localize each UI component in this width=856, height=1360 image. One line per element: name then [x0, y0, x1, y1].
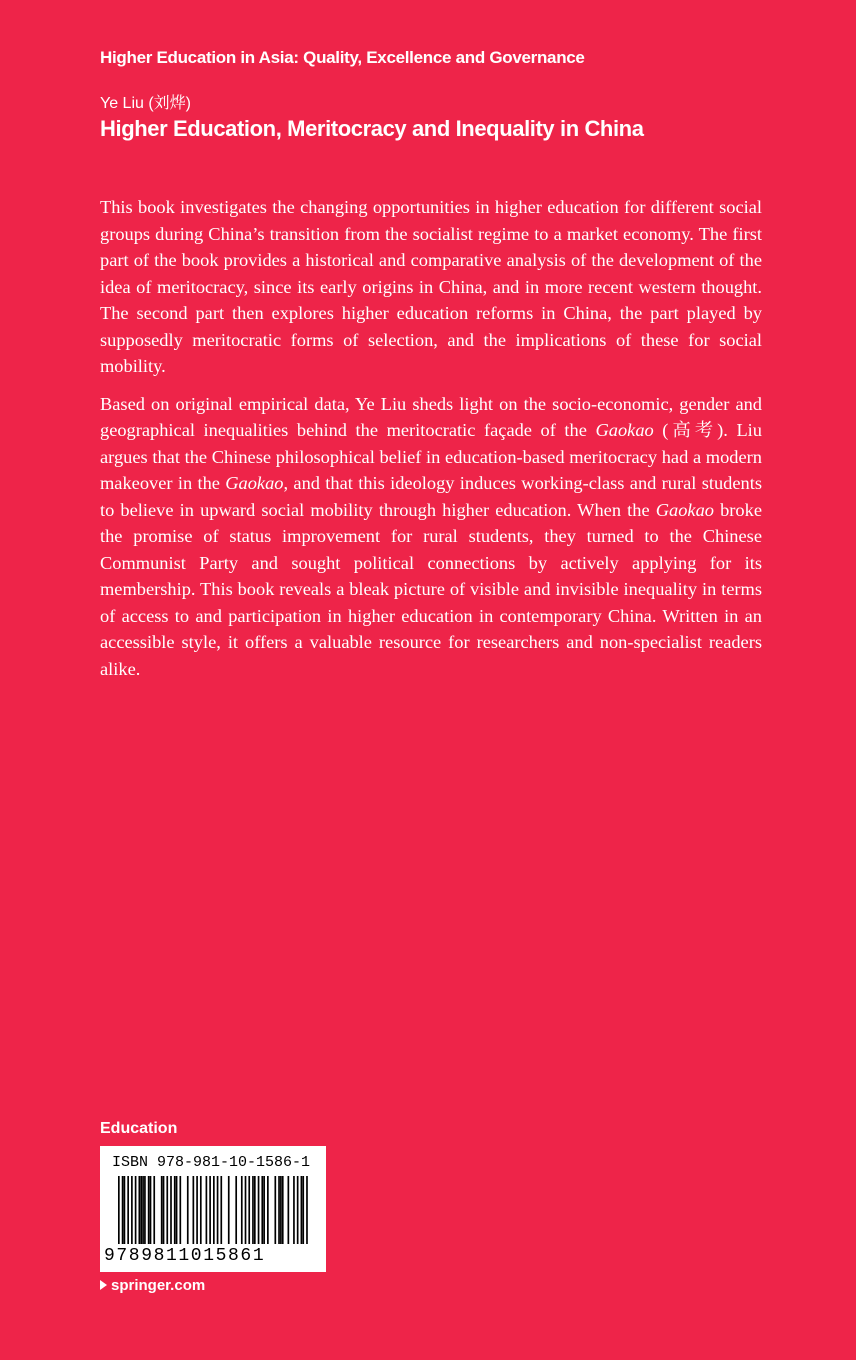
barcode-bar	[176, 1176, 178, 1244]
barcode-bar	[209, 1176, 211, 1244]
barcode-bar	[258, 1176, 260, 1244]
barcode-bar	[200, 1176, 202, 1244]
barcode-bar	[122, 1176, 124, 1244]
barcode-bar	[187, 1176, 189, 1244]
barcode-bar	[261, 1176, 263, 1244]
blurb-paragraph-1: This book investigates the changing opportunities in higher education for different social groups during China’s transition from the socialist regime to a market economy. The first part of the book provides a historical and comparative analysis of the development of the idea of meritocracy, since its early origins in China, and in more recent western thought. The second part then explores higher education reforms in China, the part played by supposedly meritocratic forms of selection, and the implications of these for social mobility.	[100, 197, 762, 376]
barcode-bar	[280, 1176, 282, 1244]
author-name: Ye Liu (刘烨)	[100, 95, 192, 112]
arrow-right-icon	[100, 1280, 107, 1290]
barcode-bar	[166, 1176, 168, 1244]
barcode-bar	[118, 1176, 120, 1244]
barcode-bar	[124, 1176, 126, 1244]
barcode-bar	[179, 1176, 181, 1244]
barcode-bar	[142, 1176, 144, 1244]
barcode-bar	[278, 1176, 280, 1244]
barcode-bar	[301, 1176, 303, 1244]
isbn-label: ISBN 978-981-10-1586-1	[112, 1154, 311, 1171]
barcode-bar	[228, 1176, 230, 1244]
gaokao-term: Gaokao	[225, 473, 284, 493]
barcode-bar	[267, 1176, 269, 1244]
barcode-bar	[297, 1176, 299, 1244]
barcode-bar	[127, 1176, 129, 1244]
blurb-paragraph-2: Based on original empirical data, Ye Liu sheds light on the socio-economic, gender and geographical inequalities behind the meritocratic façade of the Gaokao (高考). Liu argues that the Chinese philosophical belief in education-based meritocracy had a modern makeover in the Gaokao, and that this ideology induces working-class and rural students to believe in upward social mobility through higher education. When the Gaokao broke the promise of status improvement for rural students, they turned to the Chinese Communist Party and sought political connections by actively applying for its membership. This book reveals a bleak picture of visible and invisible inequality in terms of access to and participation in higher education in contemporary China. Written in an accessible style, it offers a valuable resource for researchers and non-specialist readers alike.	[100, 393, 762, 679]
barcode-bar	[193, 1176, 195, 1244]
barcode-bar	[245, 1176, 247, 1244]
barcode-bar	[144, 1176, 146, 1244]
barcode-bar	[170, 1176, 172, 1244]
barcode-bar	[252, 1176, 254, 1244]
barcode-bar	[153, 1176, 155, 1244]
barcode-bar	[206, 1176, 208, 1244]
book-title: Higher Education, Meritocracy and Inequality in China	[100, 116, 644, 141]
series-title: Higher Education in Asia: Quality, Excellence and Governance	[100, 48, 585, 67]
barcode-bar	[148, 1176, 150, 1244]
barcode-bar	[161, 1176, 163, 1244]
barcode-bar	[263, 1176, 265, 1244]
barcode-bar	[140, 1176, 142, 1244]
barcode-bar	[282, 1176, 284, 1244]
barcode-bar	[220, 1176, 222, 1244]
gaokao-term: Gaokao	[655, 499, 714, 520]
barcode-bar	[135, 1176, 137, 1244]
website-link[interactable]	[100, 1277, 205, 1294]
barcode-bar	[174, 1176, 176, 1244]
barcode-bar	[150, 1176, 152, 1244]
blurb	[100, 194, 762, 693]
barcode-bar	[196, 1176, 198, 1244]
barcode-bar	[248, 1176, 250, 1244]
subject-category: Education	[100, 1120, 178, 1137]
barcode	[100, 1146, 326, 1272]
barcode-bar	[138, 1176, 140, 1244]
barcode-bar	[163, 1176, 165, 1244]
barcode-bar	[302, 1176, 304, 1244]
gaokao-term: Gaokao	[595, 420, 654, 440]
barcode-bar	[254, 1176, 256, 1244]
barcode-bar	[213, 1176, 215, 1244]
website-label: springer.com	[111, 1277, 206, 1294]
barcode-bar	[288, 1176, 290, 1244]
barcode-bars	[118, 1176, 308, 1246]
barcode-bar	[241, 1176, 243, 1244]
barcode-bar	[293, 1176, 295, 1244]
barcode-bar	[235, 1176, 237, 1244]
barcode-bar	[217, 1176, 219, 1244]
barcode-bar	[306, 1176, 308, 1244]
barcode-bar	[131, 1176, 133, 1244]
barcode-bar	[274, 1176, 276, 1244]
barcode-digits: 9789811015861	[104, 1246, 266, 1266]
